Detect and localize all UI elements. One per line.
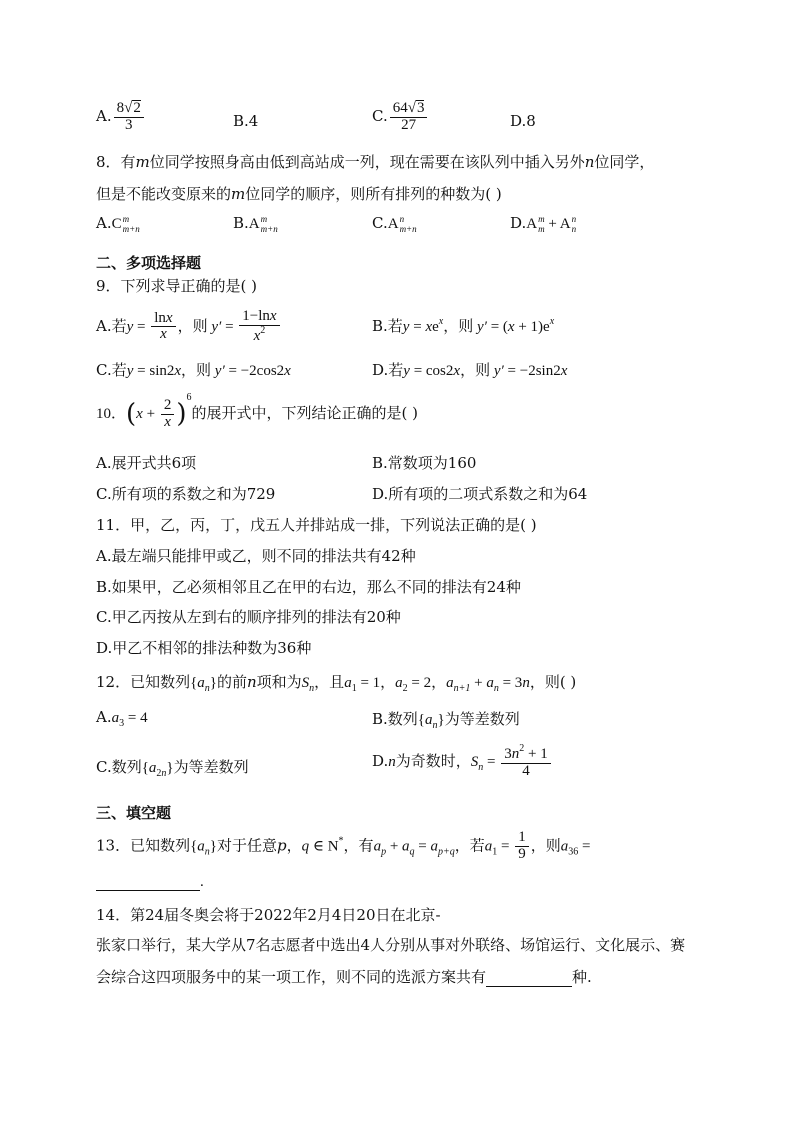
radicand: 3	[416, 100, 425, 116]
option-label: C.	[372, 106, 388, 125]
option-label: B.数列	[372, 710, 418, 728]
q8-stem-line2: 但是不能改变原来的𝑚位同学的顺序，则所有排列的种数为( )	[96, 185, 502, 203]
q10-stem: 10．(x + $\frac{2}{x}$ )$^6$的展开式中，下列结论正确的是( )	[96, 392, 418, 430]
q13-answer-blank[interactable]: .	[96, 872, 204, 891]
q13-stem-text: 13．已知数列	[96, 836, 191, 855]
q13-stem-text: 对于任意𝑝，	[217, 836, 302, 855]
q10-option-c: C.所有项的系数之和为729	[96, 485, 276, 503]
option-label: D.若	[372, 361, 404, 379]
option-label: B.	[233, 214, 249, 232]
q13-stem-text: ，则	[530, 836, 561, 855]
q14-stem-text: 种.	[572, 968, 592, 986]
q9-stem: 9．下列求导正确的是( )	[96, 277, 258, 295]
option-label: B.若	[372, 317, 403, 335]
fraction: $\frac{8√2}{3}$	[114, 100, 144, 134]
answer-line[interactable]	[96, 872, 200, 891]
option-label: C.数列	[96, 758, 142, 776]
option-label: A.	[96, 708, 112, 726]
answer-blank[interactable]	[486, 968, 572, 987]
option-value: 8	[526, 112, 536, 130]
section-title-multiple-choice: 二、多项选择题	[96, 254, 202, 272]
option-label: A.	[96, 214, 112, 232]
q14-stem-text: 会综合这四项服务中的某一项工作，则不同的选派方案共有	[96, 968, 487, 986]
option-text: 为等差数列	[173, 758, 249, 776]
q9-option-d: D.若y = cos2x，则 y′ = −2sin2x	[372, 361, 568, 379]
option-label: D.	[510, 214, 527, 232]
option-text: 为奇数时，	[395, 751, 471, 770]
q11-option-c: C.甲乙丙按从左到右的顺序排列的排法有20种	[96, 608, 401, 626]
q8-option-c: C.A n m+n	[372, 214, 417, 234]
q10-stem-text: 的展开式中，下列结论正确的是( )	[191, 404, 418, 422]
q13-stem-text: ，若	[454, 836, 485, 855]
q7-option-b	[233, 112, 258, 130]
option-value: 4	[248, 112, 259, 130]
q8-option-b: B.A m m+n	[233, 214, 278, 234]
q14-stem-line3	[96, 966, 592, 987]
q12-option-a: $A.a_3 = 4$	[96, 708, 148, 729]
q11-option-a: A.最左端只能排甲或乙，则不同的排法共有42种	[96, 547, 416, 565]
option-label: C.	[372, 214, 388, 232]
fraction: $\frac{1-\ln x}{x^2}$	[239, 309, 279, 345]
numerator-coef: 8	[116, 100, 125, 116]
fraction: $\frac{2}{x}$	[161, 398, 175, 431]
q7-option-d	[510, 112, 536, 130]
denominator: 3	[124, 116, 133, 133]
q12-stem-text: 的前𝑛项和为	[217, 673, 302, 691]
q12-stem: 12．已知数列$\{a_n\}$的前𝑛项和为$S_n$，且$a_1 = 1$，$a_2 = 2$，$a_{n+1} + a_n = 3n$，则( )	[96, 673, 577, 694]
q12-stem-text: ，则( )	[529, 673, 577, 691]
q10-option-a: A.展开式共6项	[96, 454, 197, 472]
denominator: 27	[401, 116, 417, 133]
q12-stem-text: ，且	[314, 673, 345, 691]
q7-option-a	[96, 100, 146, 134]
fraction: $\frac{\ln x}{x}$	[151, 311, 175, 344]
numerator-coef: 64	[392, 100, 408, 116]
q14-stem-line2: 张家口举行，某大学从7名志愿者中选出4人分别从事对外联络、场馆运行、文化展示、赛	[96, 936, 686, 954]
option-label: C.若	[96, 361, 127, 379]
q8-option-d: D.A m m + A n n	[510, 214, 577, 234]
fraction: $\frac{3n^2 + 1}{4}$	[501, 744, 550, 780]
q12-option-d: D.n为奇数时，$S_n$ = $\frac{3n^2 + 1}{4}$	[372, 744, 553, 780]
q10-option-d: D.所有项的二项式系数之和为64	[372, 485, 588, 503]
q13-stem-text: ，有	[343, 836, 374, 855]
q11-option-d: D.甲乙不相邻的排法种数为36种	[96, 639, 312, 657]
option-label: B.	[233, 112, 249, 130]
fraction: $\frac{64√3}{27}$	[390, 100, 428, 134]
q14-stem-line1: 14．第24届冬奥会将于2022年2月4日20日在北京-	[96, 906, 441, 924]
q12-stem-text: 12．已知数列	[96, 673, 191, 691]
q11-stem: 11．甲，乙，丙，丁，戊五人并排站成一排，下列说法正确的是( )	[96, 516, 537, 534]
q13-stem: 13．已知数列$\{a_n\}$对于任意𝑝，q ∈ N*，有$a_p + a_q = a_{p+q}$，若$a_1$ = $\frac{1}{9}$ ，则$a_{36}$ =	[96, 829, 591, 862]
option-label: D.	[510, 112, 527, 130]
q10-option-b: B.常数项为160	[372, 454, 477, 472]
q12-option-b: B.数列$\{a_n\}$为等差数列	[372, 710, 520, 731]
q8-option-a: A.C m m+n	[96, 214, 140, 234]
option-label: A.若	[96, 316, 127, 335]
q9-option-b: B.若$y = xe^x$，则 $y' = (x + 1)e^x$	[372, 316, 555, 335]
option-text: 为等差数列	[444, 710, 520, 728]
q9-option-c: C.若y = sin2x，则 y′ = −2cos2x	[96, 361, 291, 379]
q9-option-a: A.若y = $\frac{\ln x}{x}$ ，则 y′ = $\frac{1-\ln x}{x^2}$	[96, 309, 282, 345]
q8-stem-line1: 8．有𝑚位同学按照身高由低到高站成一列，现在需要在该队列中插入另外𝑛位同学，	[96, 153, 655, 171]
q7-option-c	[372, 100, 429, 134]
radicand: 2	[133, 100, 141, 116]
q11-option-b: B.如果甲，乙必须相邻且乙在甲的右边，那么不同的排法有24种	[96, 578, 521, 596]
section-title-fill-in: 三、填空题	[96, 804, 172, 822]
option-label: A.	[96, 106, 112, 125]
fraction: $\frac{1}{9}$	[515, 830, 529, 863]
option-label: D.	[372, 751, 389, 770]
q12-option-c: C.数列$\{a_{2n}\}$为等差数列	[96, 758, 249, 779]
